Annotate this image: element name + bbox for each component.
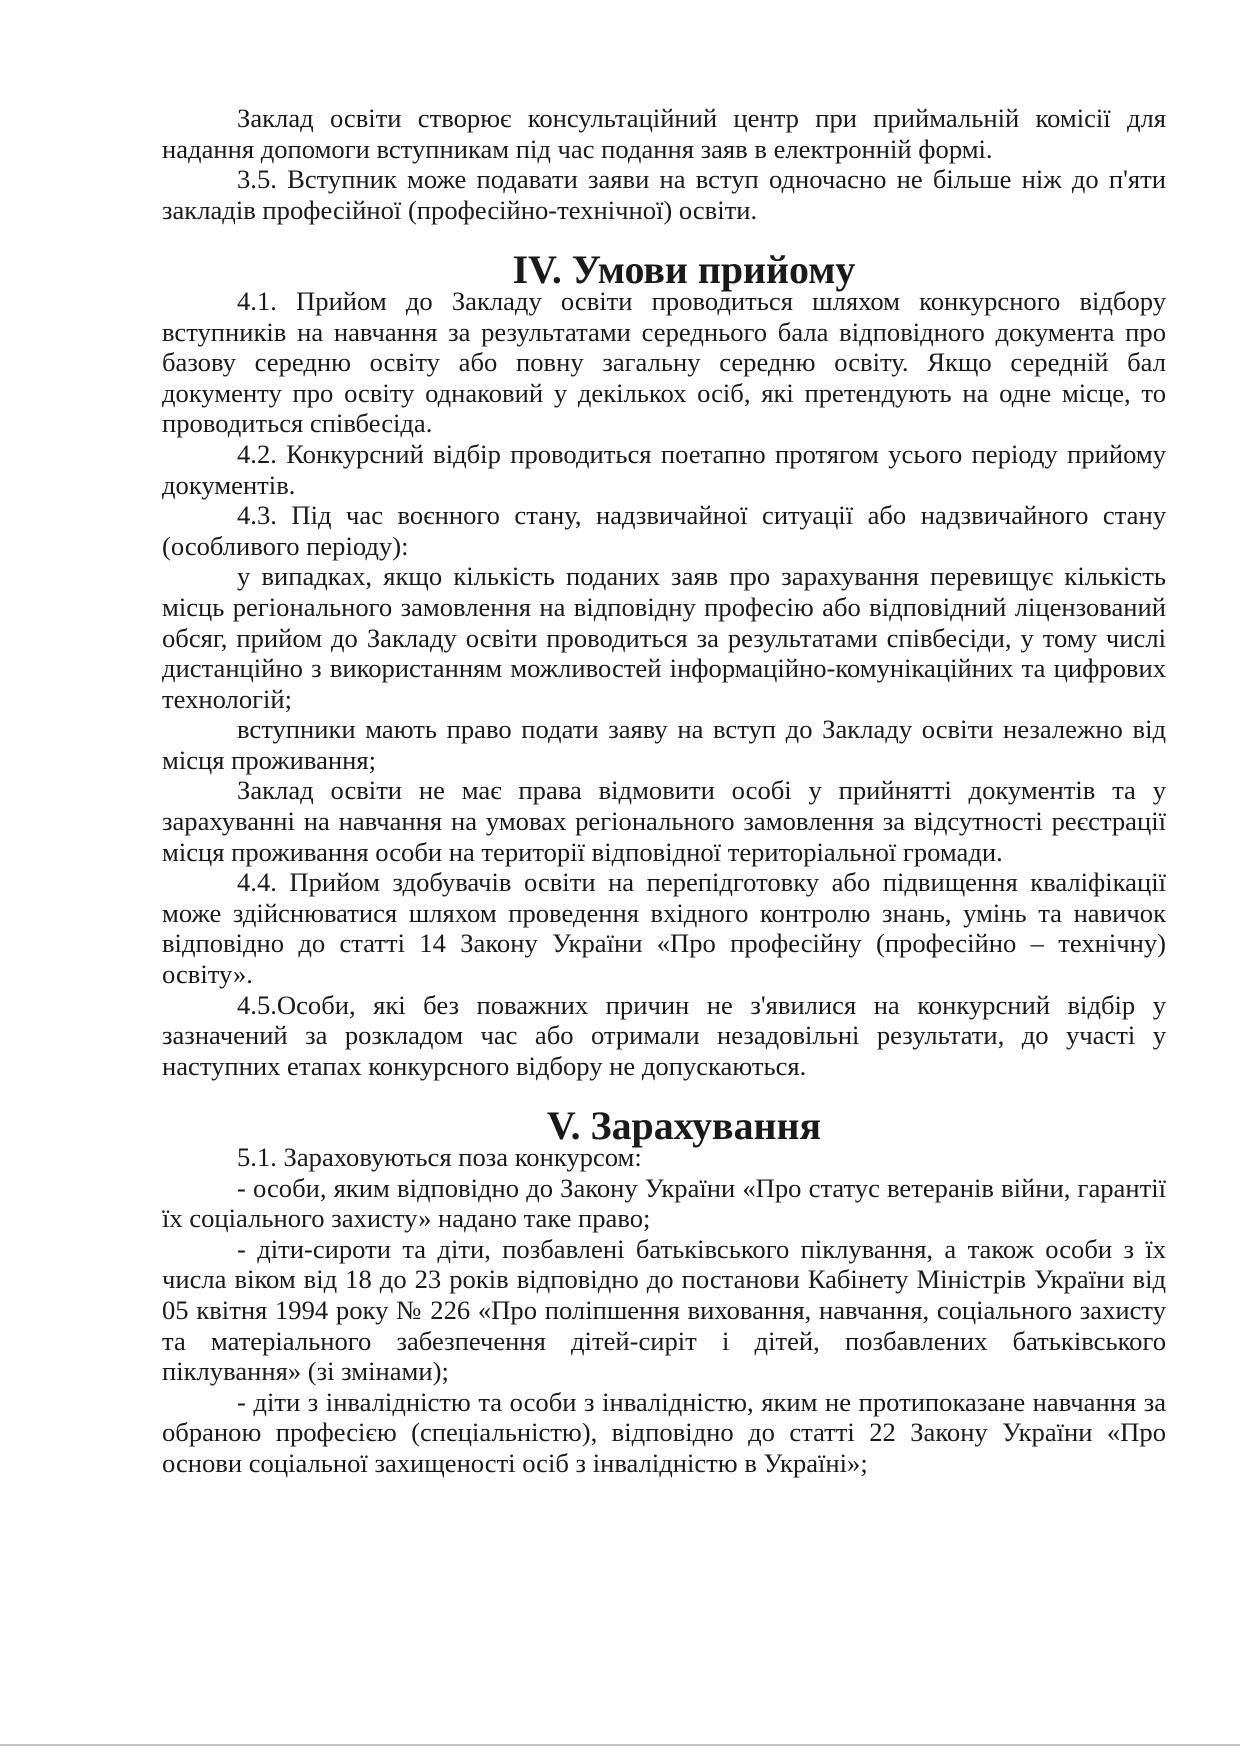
section-heading-conditions: IV. Умови прийому: [512, 247, 856, 293]
paragraph-3-5: 3.5. Вступник може подавати заяви на вступ одночасно не більше ніж до п'яти закладів професійної (професійно-технічної) освіти.: [162, 164, 1166, 225]
paragraph-4-3-registration: Заклад освіти не має права відмовити особі у прийнятті документів та у зарахуванні на навчання на умовах регіонального замовлення за відсутності реєстрації місця проживання особи на території відповідної територіальної громади.: [162, 775, 1166, 867]
list-item-veterans: - особи, яким відповідно до Закону України «Про статус ветеранів війни, гарантії їх соціального захисту» надано таке право;: [162, 1172, 1166, 1234]
paragraph-4-1: 4.1. Прийом до Закладу освіти проводиться шляхом конкурсного відбору вступників на навчання за результатами середнього бала відповідного документа про базову середню освіту або повну загальну середню освіту. Якщо середній бал документу про освіту однаковий у декількох осіб, які претендують на одне місце, то проводиться співбесіда.: [162, 285, 1166, 439]
paragraph-4-3: 4.3. Під час воєнного стану, надзвичайної ситуації або надзвичайного стану (особливого періоду):: [162, 500, 1166, 561]
paragraph-4-3-applicants: вступники мають право подати заяву на вступ до Закладу освіти незалежно від місця проживання;: [162, 714, 1166, 775]
list-item-orphans: - діти-сироти та діти, позбавлені батьківського піклування, а також особи з їх числа віком від 18 до 23 років відповідно до постанови Кабінету Міністрів України від 05 квітня 1994 року № 226 «Про поліпшення виховання, навчання, соціального захисту та матеріального забезпечення дітей-сиріт і дітей, позбавлених батьківського піклування» (зі змінами);: [162, 1233, 1166, 1387]
document-page: [162, 103, 1166, 1479]
paragraph-consultation-center: Заклад освіти створює консультаційний центр при приймальній комісії для надання допомоги вступникам під час подання заяв в електронній формі.: [162, 103, 1166, 164]
paragraph-5-1: 5.1. Зараховуються поза конкурсом:: [237, 1142, 642, 1172]
scan-edge-line: [0, 1744, 1240, 1746]
paragraph-4-5: 4.5.Особи, які без поважних причин не з'явилися на конкурсний відбір у зазначений за розкладом час або отримали незадовільні результати, до участі у наступних етапах конкурсного відбору не допускаються.: [162, 989, 1166, 1081]
paragraph-4-2: 4.2. Конкурсний відбір проводиться поетапно протягом усього періоду прийому документів.: [162, 438, 1166, 500]
section-heading-enrollment: V. Зарахування: [546, 1103, 822, 1149]
list-item-disabilities: - діти з інвалідністю та особи з інвалідністю, яким не протипоказане навчання за обраною професією (спеціальністю), відповідно до статті 22 Закону України «Про основи соціальної захищеності осіб з інвалідністю в Україні»;: [162, 1386, 1166, 1478]
paragraph-4-4: 4.4. Прийом здобувачів освіти на перепідготовку або підвищення кваліфікації може здійснюватися шляхом проведення вхідного контролю знань, умінь та навичок відповідно до статті 14 Закону України «Про професійну (професійно – технічну) освіту».: [162, 867, 1166, 990]
paragraph-4-3-cases: у випадках, якщо кількість поданих заяв про зарахування перевищує кількість місць регіонального замовлення на відповідну професію або відповідний ліцензований обсяг, прийом до Закладу освіти проводиться за результатами співбесіди, у тому числі дистанційно з використанням можливостей інформаційно-комунікаційних та цифрових технологій;: [162, 561, 1166, 714]
